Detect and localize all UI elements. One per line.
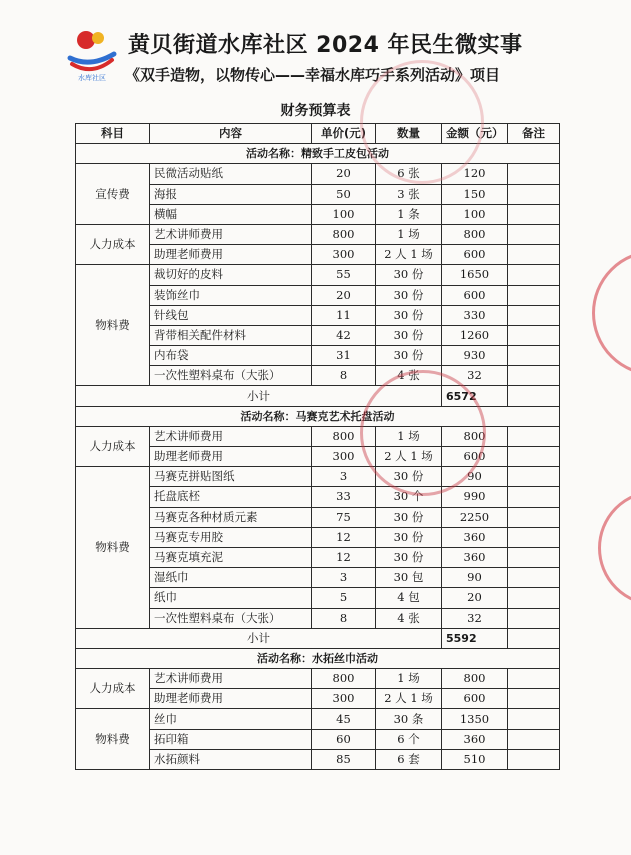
- content-cell: 民微活动贴纸: [150, 164, 312, 184]
- community-logo: [64, 24, 120, 82]
- qty-cell: 30 份: [376, 507, 442, 527]
- amount-cell: 600: [442, 689, 508, 709]
- table-row: [76, 709, 560, 729]
- amount-cell: 1350: [442, 709, 508, 729]
- remark-cell: [508, 568, 560, 588]
- remark-cell: [508, 467, 560, 487]
- table-header-row: [76, 124, 560, 144]
- content-cell: 一次性塑料桌布（大张）: [150, 608, 312, 628]
- subtotal-label: 小计: [76, 386, 442, 406]
- table-row: [76, 426, 560, 446]
- content-cell: 裁切好的皮料: [150, 265, 312, 285]
- price-cell: 100: [312, 204, 376, 224]
- content-cell: 横幅: [150, 204, 312, 224]
- price-cell: 8: [312, 366, 376, 386]
- content-cell: 艺术讲师费用: [150, 669, 312, 689]
- category-cell: 物料费: [76, 467, 150, 629]
- remark-cell: [508, 588, 560, 608]
- price-cell: 20: [312, 164, 376, 184]
- qty-cell: 30 份: [376, 285, 442, 305]
- category-cell: 人力成本: [76, 426, 150, 466]
- amount-cell: 930: [442, 346, 508, 366]
- content-cell: 马赛克拼贴图纸: [150, 467, 312, 487]
- remark-cell: [508, 224, 560, 244]
- remark-cell: [508, 265, 560, 285]
- price-cell: 42: [312, 325, 376, 345]
- amount-cell: 360: [442, 527, 508, 547]
- official-seal-right: [592, 250, 631, 376]
- subtotal-row: [76, 628, 560, 648]
- subtotal-row: [76, 386, 560, 406]
- content-cell: 艺术讲师费用: [150, 224, 312, 244]
- remark-cell: [508, 245, 560, 265]
- col-header-amount: 金额（元）: [442, 124, 508, 144]
- price-cell: 12: [312, 527, 376, 547]
- amount-cell: 360: [442, 729, 508, 749]
- price-cell: 8: [312, 608, 376, 628]
- qty-cell: 1 场: [376, 669, 442, 689]
- remark-cell: [508, 184, 560, 204]
- price-cell: 75: [312, 507, 376, 527]
- remark-cell: [508, 426, 560, 446]
- price-cell: 45: [312, 709, 376, 729]
- amount-cell: 600: [442, 285, 508, 305]
- qty-cell: 4 张: [376, 366, 442, 386]
- price-cell: 5: [312, 588, 376, 608]
- official-seal-right-lower: [598, 490, 631, 606]
- content-cell: 丝巾: [150, 709, 312, 729]
- subtotal-label: 小计: [76, 628, 442, 648]
- qty-cell: 6 个: [376, 729, 442, 749]
- amount-cell: 600: [442, 245, 508, 265]
- content-cell: 背带相关配件材料: [150, 325, 312, 345]
- table-row: [76, 669, 560, 689]
- amount-cell: 100: [442, 204, 508, 224]
- community-logo-icon: [64, 24, 120, 82]
- content-cell: 艺术讲师费用: [150, 426, 312, 446]
- content-cell: 拓印箱: [150, 729, 312, 749]
- qty-cell: 30 个: [376, 487, 442, 507]
- price-cell: 12: [312, 547, 376, 567]
- content-cell: 纸巾: [150, 588, 312, 608]
- qty-cell: 4 张: [376, 608, 442, 628]
- amount-cell: 120: [442, 164, 508, 184]
- amount-cell: 800: [442, 224, 508, 244]
- qty-cell: 2 人 1 场: [376, 447, 442, 467]
- price-cell: 800: [312, 669, 376, 689]
- remark-cell: [508, 507, 560, 527]
- col-header-price: 单价(元): [312, 124, 376, 144]
- content-cell: 水拓颜料: [150, 749, 312, 769]
- price-cell: 20: [312, 285, 376, 305]
- remark-cell: [508, 689, 560, 709]
- qty-cell: 30 份: [376, 547, 442, 567]
- activity-name: 活动名称：水拓丝巾活动: [76, 648, 560, 668]
- remark-cell: [508, 164, 560, 184]
- table-title: 财务预算表: [280, 103, 351, 119]
- table-row: [76, 467, 560, 487]
- price-cell: 31: [312, 346, 376, 366]
- remark-cell: [508, 669, 560, 689]
- price-cell: 300: [312, 245, 376, 265]
- amount-cell: 90: [442, 467, 508, 487]
- category-cell: 人力成本: [76, 669, 150, 709]
- subtotal-value: 6572: [442, 386, 508, 406]
- remark-cell: [508, 285, 560, 305]
- content-cell: 针线包: [150, 305, 312, 325]
- remark-cell: [508, 729, 560, 749]
- price-cell: 11: [312, 305, 376, 325]
- activity-row: [76, 648, 560, 668]
- amount-cell: 800: [442, 669, 508, 689]
- activity-row: [76, 406, 560, 426]
- qty-cell: 1 条: [376, 204, 442, 224]
- remark-cell: [508, 204, 560, 224]
- qty-cell: 2 人 1 场: [376, 689, 442, 709]
- price-cell: 60: [312, 729, 376, 749]
- price-cell: 300: [312, 447, 376, 467]
- amount-cell: 990: [442, 487, 508, 507]
- remark-cell: [508, 487, 560, 507]
- amount-cell: 1260: [442, 325, 508, 345]
- amount-cell: 150: [442, 184, 508, 204]
- amount-cell: 360: [442, 547, 508, 567]
- remark-cell: [508, 547, 560, 567]
- content-cell: 托盘底柸: [150, 487, 312, 507]
- qty-cell: 30 条: [376, 709, 442, 729]
- price-cell: 50: [312, 184, 376, 204]
- qty-cell: 1 场: [376, 426, 442, 446]
- price-cell: 85: [312, 749, 376, 769]
- amount-cell: 32: [442, 366, 508, 386]
- col-header-remark: 备注: [508, 124, 560, 144]
- col-header-content: 内容: [150, 124, 312, 144]
- content-cell: 海报: [150, 184, 312, 204]
- qty-cell: 30 份: [376, 527, 442, 547]
- logo-text: 水库社区: [78, 74, 106, 82]
- remark-cell: [508, 366, 560, 386]
- qty-cell: 4 包: [376, 588, 442, 608]
- price-cell: 55: [312, 265, 376, 285]
- qty-cell: 1 场: [376, 224, 442, 244]
- content-cell: 助理老师费用: [150, 245, 312, 265]
- price-cell: 800: [312, 426, 376, 446]
- amount-cell: 330: [442, 305, 508, 325]
- qty-cell: 30 份: [376, 305, 442, 325]
- category-cell: 物料费: [76, 265, 150, 386]
- amount-cell: 1650: [442, 265, 508, 285]
- table-row: [76, 164, 560, 184]
- amount-cell: 2250: [442, 507, 508, 527]
- content-cell: 一次性塑料桌布（大张）: [150, 366, 312, 386]
- table-row: [76, 265, 560, 285]
- content-cell: 助理老师费用: [150, 689, 312, 709]
- content-cell: 湿纸巾: [150, 568, 312, 588]
- qty-cell: 2 人 1 场: [376, 245, 442, 265]
- activity-row: [76, 144, 560, 164]
- amount-cell: 32: [442, 608, 508, 628]
- qty-cell: 30 份: [376, 265, 442, 285]
- price-cell: 300: [312, 689, 376, 709]
- subtotal-value: 5592: [442, 628, 508, 648]
- col-header-qty: 数量: [376, 124, 442, 144]
- document-subtitle: 《双手造物，以物传心——幸福水库巧手系列活动》项目: [125, 66, 501, 84]
- category-cell: 人力成本: [76, 224, 150, 264]
- amount-cell: 600: [442, 447, 508, 467]
- remark-cell: [508, 447, 560, 467]
- amount-cell: 800: [442, 426, 508, 446]
- qty-cell: 30 份: [376, 467, 442, 487]
- activity-name: 活动名称：马赛克艺术托盘活动: [76, 406, 560, 426]
- qty-cell: 30 包: [376, 568, 442, 588]
- amount-cell: 20: [442, 588, 508, 608]
- remark-cell: [508, 527, 560, 547]
- remark-cell: [508, 325, 560, 345]
- category-cell: 物料费: [76, 709, 150, 770]
- price-cell: 800: [312, 224, 376, 244]
- content-cell: 助理老师费用: [150, 447, 312, 467]
- remark-cell: [508, 305, 560, 325]
- table-row: [76, 224, 560, 244]
- document-title: 黄贝街道水库社区 2024 年民生微实事: [128, 33, 523, 58]
- amount-cell: 90: [442, 568, 508, 588]
- content-cell: 马赛克专用胶: [150, 527, 312, 547]
- content-cell: 马赛克填充泥: [150, 547, 312, 567]
- subtotal-remark: [508, 628, 560, 648]
- remark-cell: [508, 346, 560, 366]
- qty-cell: 30 份: [376, 346, 442, 366]
- qty-cell: 6 张: [376, 164, 442, 184]
- content-cell: 马赛克各种材质元素: [150, 507, 312, 527]
- qty-cell: 6 套: [376, 749, 442, 769]
- subtotal-remark: [508, 386, 560, 406]
- price-cell: 3: [312, 467, 376, 487]
- content-cell: 内布袋: [150, 346, 312, 366]
- content-cell: 装饰丝巾: [150, 285, 312, 305]
- remark-cell: [508, 709, 560, 729]
- budget-table: [75, 123, 560, 770]
- category-cell: 宣传费: [76, 164, 150, 225]
- col-header-subject: 科目: [76, 124, 150, 144]
- amount-cell: 510: [442, 749, 508, 769]
- price-cell: 33: [312, 487, 376, 507]
- remark-cell: [508, 749, 560, 769]
- price-cell: 3: [312, 568, 376, 588]
- qty-cell: 3 张: [376, 184, 442, 204]
- qty-cell: 30 份: [376, 325, 442, 345]
- budget-body: [76, 144, 560, 770]
- remark-cell: [508, 608, 560, 628]
- activity-name: 活动名称：精致手工皮包活动: [76, 144, 560, 164]
